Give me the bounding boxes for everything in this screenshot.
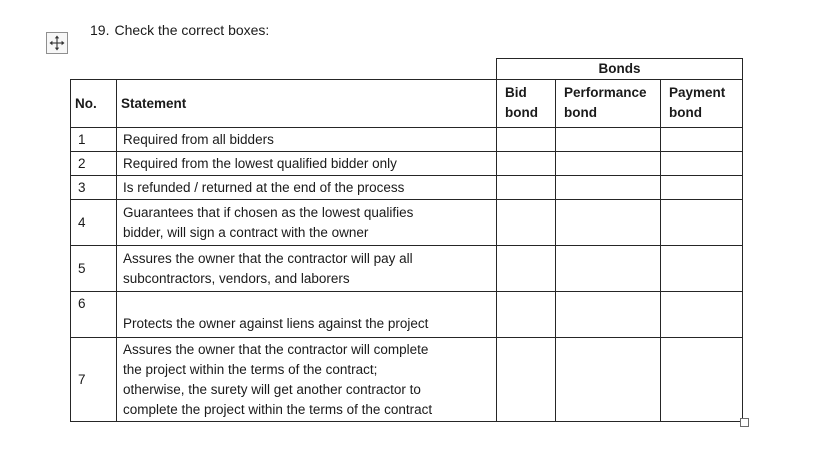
payment-bond-checkbox-cell[interactable] [661, 246, 743, 292]
payment-bond-header-line2: bond [669, 105, 702, 120]
payment-bond-checkbox-cell[interactable] [661, 292, 743, 338]
statement-line: bidder, will sign a contract with the owner [123, 224, 369, 240]
statement-cell [117, 246, 497, 292]
performance-bond-checkbox-cell[interactable] [556, 292, 661, 338]
payment-bond-checkbox-cell[interactable] [661, 152, 743, 176]
statement-line: Required from the lowest qualified bidder only [123, 155, 397, 171]
table-row [71, 338, 743, 422]
statement-cell [117, 152, 497, 176]
bid-bond-checkbox-cell[interactable] [497, 246, 556, 292]
statement-line: the project within the terms of the contract; [123, 361, 378, 377]
table-move-handle[interactable] [46, 32, 68, 54]
statement-line: Required from all bidders [123, 131, 274, 147]
bid-bond-checkbox-cell[interactable] [497, 152, 556, 176]
performance-bond-checkbox-cell[interactable] [556, 200, 661, 246]
performance-bond-checkbox-cell[interactable] [556, 152, 661, 176]
performance-bond-checkbox-cell[interactable] [556, 338, 661, 422]
header-blank-corner [71, 59, 497, 80]
bid-bond-header-line1: Bid [505, 85, 527, 100]
bid-bond-column-header [497, 80, 556, 128]
bid-bond-checkbox-cell[interactable] [497, 338, 556, 422]
bid-bond-checkbox-cell[interactable] [497, 176, 556, 200]
bonds-table [70, 58, 743, 422]
statement-cell [117, 338, 497, 422]
question-prompt [90, 21, 269, 39]
statement-line: subcontractors, vendors, and laborers [123, 270, 350, 286]
performance-bond-header-line2: bond [564, 105, 597, 120]
performance-bond-checkbox-cell[interactable] [556, 128, 661, 152]
statement-line: complete the project within the terms of the contract [123, 401, 433, 417]
statement-line: Assures the owner that the contractor will complete [123, 341, 429, 357]
table-row [71, 200, 743, 246]
question-number: 19. [90, 22, 110, 38]
resize-handle-icon[interactable] [740, 418, 749, 427]
statement-cell [117, 128, 497, 152]
performance-bond-header-line1: Performance [564, 85, 647, 100]
payment-bond-checkbox-cell[interactable] [661, 176, 743, 200]
table-row [71, 152, 743, 176]
statement-line: Protects the owner against liens against the project [123, 316, 429, 331]
statement-line: Guarantees that if chosen as the lowest qualifies [123, 204, 414, 220]
bid-bond-checkbox-cell[interactable] [497, 128, 556, 152]
payment-bond-checkbox-cell[interactable] [661, 200, 743, 246]
row-number: 4 [71, 200, 117, 246]
payment-bond-checkbox-cell[interactable] [661, 128, 743, 152]
performance-bond-checkbox-cell[interactable] [556, 246, 661, 292]
no-column-header: No. [71, 80, 117, 128]
statement-line: otherwise, the surety will get another contractor to [123, 381, 421, 397]
bid-bond-checkbox-cell[interactable] [497, 292, 556, 338]
statement-cell [117, 200, 497, 246]
row-number: 1 [71, 128, 117, 152]
bonds-group-header: Bonds [497, 59, 743, 80]
payment-bond-column-header [661, 80, 743, 128]
bid-bond-checkbox-cell[interactable] [497, 200, 556, 246]
statement-column-header: Statement [117, 80, 497, 128]
table-row [71, 176, 743, 200]
row-number: 7 [71, 338, 117, 422]
statement-line: Assures the owner that the contractor will pay all [123, 250, 413, 266]
performance-bond-checkbox-cell[interactable] [556, 176, 661, 200]
row-number: 6 [71, 292, 117, 338]
row-number: 2 [71, 152, 117, 176]
performance-bond-column-header [556, 80, 661, 128]
statement-line: Is refunded / returned at the end of the process [123, 179, 405, 195]
table-row [71, 246, 743, 292]
move-arrows-icon [49, 35, 65, 51]
statement-cell [117, 292, 497, 338]
statement-cell [117, 176, 497, 200]
payment-bond-header-line1: Payment [669, 85, 726, 100]
table-row [71, 128, 743, 152]
table-row [71, 292, 743, 338]
row-number: 3 [71, 176, 117, 200]
payment-bond-checkbox-cell[interactable] [661, 338, 743, 422]
bid-bond-header-line2: bond [505, 105, 538, 120]
question-text: Check the correct boxes: [114, 22, 270, 38]
row-number: 5 [71, 246, 117, 292]
